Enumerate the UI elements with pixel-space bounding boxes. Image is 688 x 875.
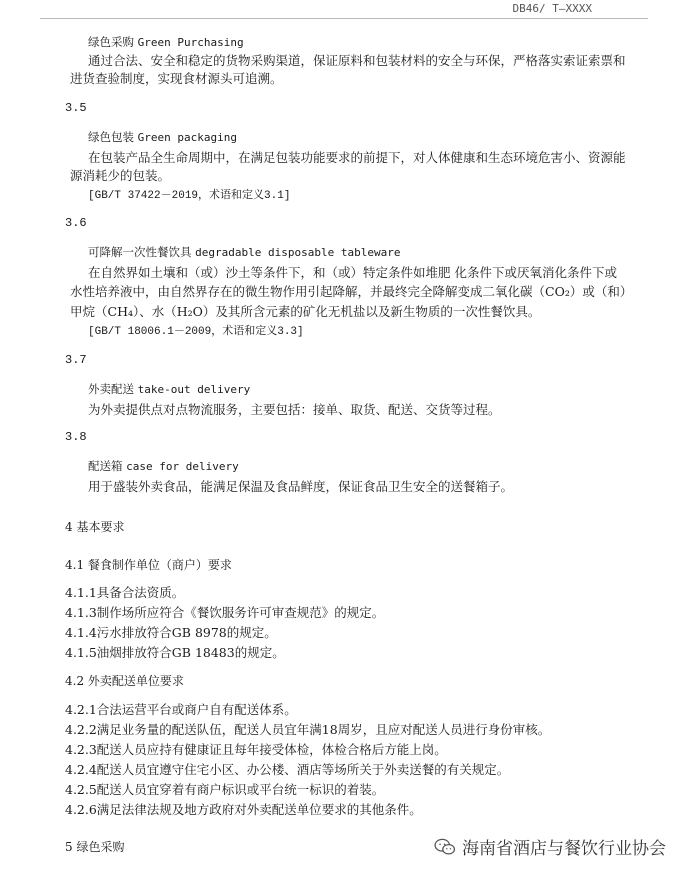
section-heading: 5 绿色采购 bbox=[65, 840, 125, 854]
term-body: 在包装产品全生命周期中，在满足包装功能要求的前提下，对人体健康和生态环境危害小、资源能 bbox=[88, 150, 626, 165]
watermark-text: 海南省酒店与餐饮行业协会 bbox=[462, 839, 666, 859]
term-number: 3.7 bbox=[65, 353, 87, 367]
doc-code: DB46/ T—XXXX bbox=[512, 2, 592, 15]
term-body: 为外卖提供点对点物流服务，主要包括：接单、取货、配送、交货等过程。 bbox=[88, 402, 501, 417]
term-body: 源消耗少的包装。 bbox=[70, 168, 171, 183]
term-title: 绿色采购 Green Purchasing bbox=[88, 35, 244, 49]
term-title: 外卖配送 take-out delivery bbox=[88, 382, 251, 396]
clause-item: 4.2.5配送人员宜穿着有商户标识或平台统一标识的着装。 bbox=[65, 782, 385, 797]
term-body: 进货查验制度，实现食材源头可追溯。 bbox=[70, 71, 283, 86]
clause-item: 4.1.5油烟排放符合GB 18483的规定。 bbox=[65, 645, 285, 660]
subsection-heading: 4.1 餐食制作单位（商户）要求 bbox=[65, 558, 232, 572]
term-number: 3.6 bbox=[65, 216, 87, 230]
clause-item: 4.2.1合法运营平台或商户自有配送体系。 bbox=[65, 702, 297, 717]
term-body: 用于盛装外卖食品，能满足保温及食品鲜度，保证食品卫生安全的送餐箱子。 bbox=[88, 479, 514, 494]
wechat-icon bbox=[434, 838, 456, 856]
term-number: 3.5 bbox=[65, 101, 87, 115]
term-body: 水性培养液中，由自然界存在的微生物作用引起降解，并最终完全降解变成二氧化碳（CO₂）或（和） bbox=[70, 284, 633, 299]
term-body: 甲烷（CH₄）、水（H₂O）及其所含元素的矿化无机盐以及新生物质的一次性餐饮具。 bbox=[70, 304, 541, 319]
clause-item: 4.2.3配送人员应持有健康证且每年接受体检，体检合格后方能上岗。 bbox=[65, 742, 447, 757]
clause-item: 4.1.3制作场所应符合《餐饮服务许可审查规范》的规定。 bbox=[65, 605, 385, 620]
watermark bbox=[434, 834, 666, 859]
term-title: 绿色包装 Green packaging bbox=[88, 130, 237, 144]
term-reference: [GB/T 18006.1－2009，术语和定义3.3] bbox=[88, 326, 304, 338]
clause-item: 4.2.6满足法律法规及地方政府对外卖配送单位要求的其他条件。 bbox=[65, 802, 422, 817]
term-body: 在自然界如土壤和（或）沙土等条件下，和（或）特定条件如堆肥 化条件下或厌氧消化条件下或 bbox=[88, 265, 617, 280]
clause-item: 4.2.4配送人员宜遵守住宅小区、办公楼、酒店等场所关于外卖送餐的有关规定。 bbox=[65, 762, 510, 777]
term-body: 通过合法、安全和稳定的货物采购渠道，保证原料和包装材料的安全与环保，严格落实索证索票和 bbox=[88, 53, 626, 68]
clause-item: 4.2.2满足业务量的配送队伍，配送人员宜年满18周岁，且应对配送人员进行身份审核。 bbox=[65, 722, 551, 737]
section-heading: 4 基本要求 bbox=[65, 520, 125, 534]
subsection-heading: 4.2 外卖配送单位要求 bbox=[65, 674, 184, 688]
term-reference: [GB/T 37422－2019，术语和定义3.1] bbox=[88, 190, 291, 202]
term-title: 配送箱 case for delivery bbox=[88, 459, 239, 473]
clause-item: 4.1.1具备合法资质。 bbox=[65, 585, 185, 600]
term-number: 3.8 bbox=[65, 430, 87, 444]
term-title: 可降解一次性餐饮具 degradable disposable tableware bbox=[88, 245, 401, 259]
clause-item: 4.1.4污水排放符合GB 8978的规定。 bbox=[65, 625, 277, 640]
header-divider bbox=[40, 18, 648, 19]
